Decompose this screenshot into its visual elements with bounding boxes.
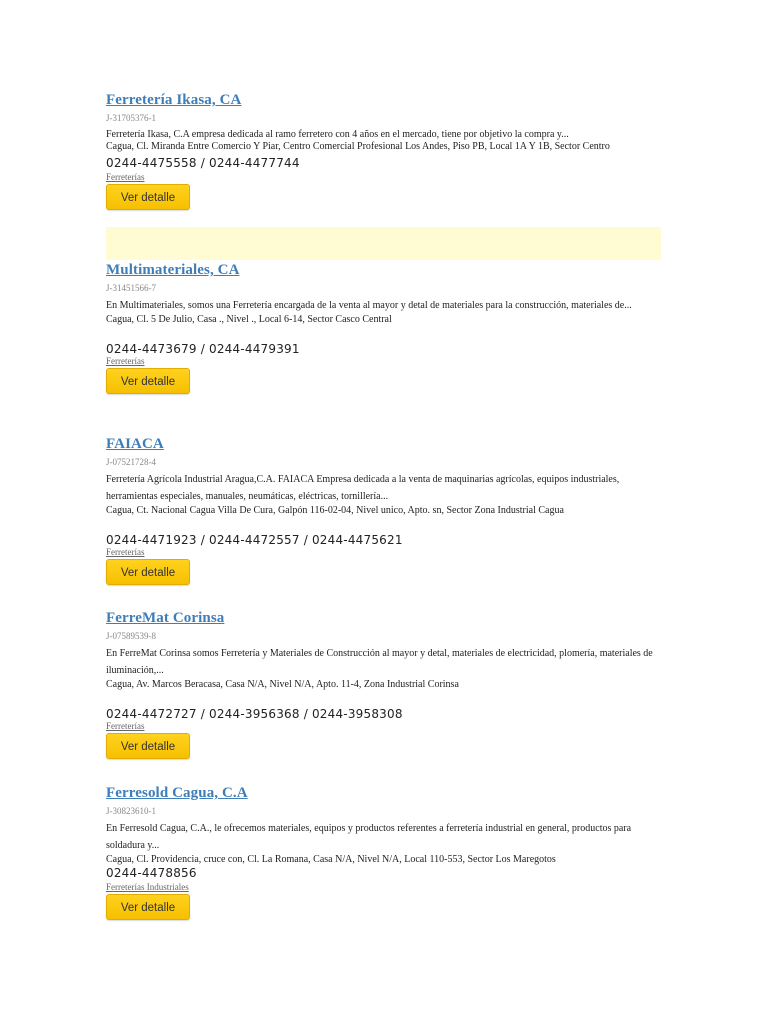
- listing-title-link[interactable]: FerreMat Corinsa: [106, 610, 225, 626]
- listing-category-link[interactable]: Ferreterías: [106, 547, 145, 557]
- listing-card: [106, 262, 661, 394]
- listing-phones: 0244-4478856: [106, 866, 197, 880]
- listing-title-link[interactable]: Ferretería Ikasa, CA: [106, 92, 242, 108]
- ver-detalle-button[interactable]: Ver detalle: [106, 559, 190, 585]
- listing-category-link[interactable]: Ferreterías: [106, 356, 145, 366]
- ver-detalle-button[interactable]: Ver detalle: [106, 184, 190, 210]
- listing-rif: J-31705376-1: [106, 113, 156, 123]
- listing-description: En FerreMat Corinsa somos Ferretería y Materiales de Construcción al mayor y detal, materiales de electricidad, plomería, materiales de iluminación,...: [106, 648, 653, 676]
- listing-card: [106, 92, 661, 210]
- listing-title-link[interactable]: Multimateriales, CA: [106, 262, 240, 278]
- listing-category-link[interactable]: Ferreterías Industriales: [106, 882, 189, 892]
- listing-rif: J-07521728-4: [106, 457, 156, 467]
- listing-address: Cagua, Ct. Nacional Cagua Villa De Cura, Galpón 116-02-04, Nivel unico, Apto. sn, Sector Zona Industrial Cagua: [106, 505, 564, 516]
- listing-address: Cagua, Cl. Miranda Entre Comercio Y Piar, Centro Comercial Profesional Los Andes, Piso PB, Local 1A Y 1B, Sector Centro: [106, 141, 610, 152]
- listing-card: [106, 785, 661, 920]
- listing-address: Cagua, Av. Marcos Beracasa, Casa N/A, Nivel N/A, Apto. 11-4, Zona Industrial Corinsa: [106, 679, 459, 690]
- listing-address: Cagua, Cl. 5 De Julio, Casa ., Nivel ., Local 6-14, Sector Casco Central: [106, 314, 392, 325]
- listing-description: En Ferresold Cagua, C.A., le ofrecemos materiales, equipos y productos referentes a ferretería industrial en general, productos para soldadura y...: [106, 823, 632, 851]
- listing-category-link[interactable]: Ferreterías: [106, 721, 145, 731]
- listing-card: [106, 436, 661, 585]
- ad-banner-area: [106, 227, 661, 260]
- listing-title-link[interactable]: Ferresold Cagua, C.A: [106, 785, 248, 801]
- listing-phones: 0244-4472727 / 0244-3956368 / 0244-3958308: [106, 707, 403, 721]
- listing-rif: J-30823610-1: [106, 806, 156, 816]
- listing-phones: 0244-4475558 / 0244-4477744: [106, 156, 300, 170]
- ver-detalle-button[interactable]: Ver detalle: [106, 733, 190, 759]
- listing-address: Cagua, Cl. Providencia, cruce con, Cl. La Romana, Casa N/A, Nivel N/A, Local 110-553, Sector Los Maregotos: [106, 854, 556, 865]
- listing-description: Ferretería Agrícola Industrial Aragua,C.A. FAIACA Empresa dedicada a la venta de maquinarias agrícolas, equipos industriales, herramientas especiales, manuales, neumáticas, eléctricas, tornillería...: [106, 474, 620, 502]
- listing-phones: 0244-4473679 / 0244-4479391: [106, 342, 300, 356]
- listing-phones: 0244-4471923 / 0244-4472557 / 0244-4475621: [106, 533, 403, 547]
- listing-rif: J-07589539-8: [106, 631, 156, 641]
- listing-card: [106, 610, 661, 759]
- listing-rif: J-31451566-7: [106, 283, 156, 293]
- listing-description: Ferretería Ikasa, C.A empresa dedicada al ramo ferretero con 4 años en el mercado, tiene por objetivo la compra y...: [106, 129, 569, 140]
- listing-category-link[interactable]: Ferreterías: [106, 172, 145, 182]
- ver-detalle-button[interactable]: Ver detalle: [106, 368, 190, 394]
- listing-description: En Multimateriales, somos una Ferretería encargada de la venta al mayor y detal de materiales para la construcción, materiales de...: [106, 300, 632, 311]
- ver-detalle-button[interactable]: Ver detalle: [106, 894, 190, 920]
- listing-title-link[interactable]: FAIACA: [106, 436, 164, 452]
